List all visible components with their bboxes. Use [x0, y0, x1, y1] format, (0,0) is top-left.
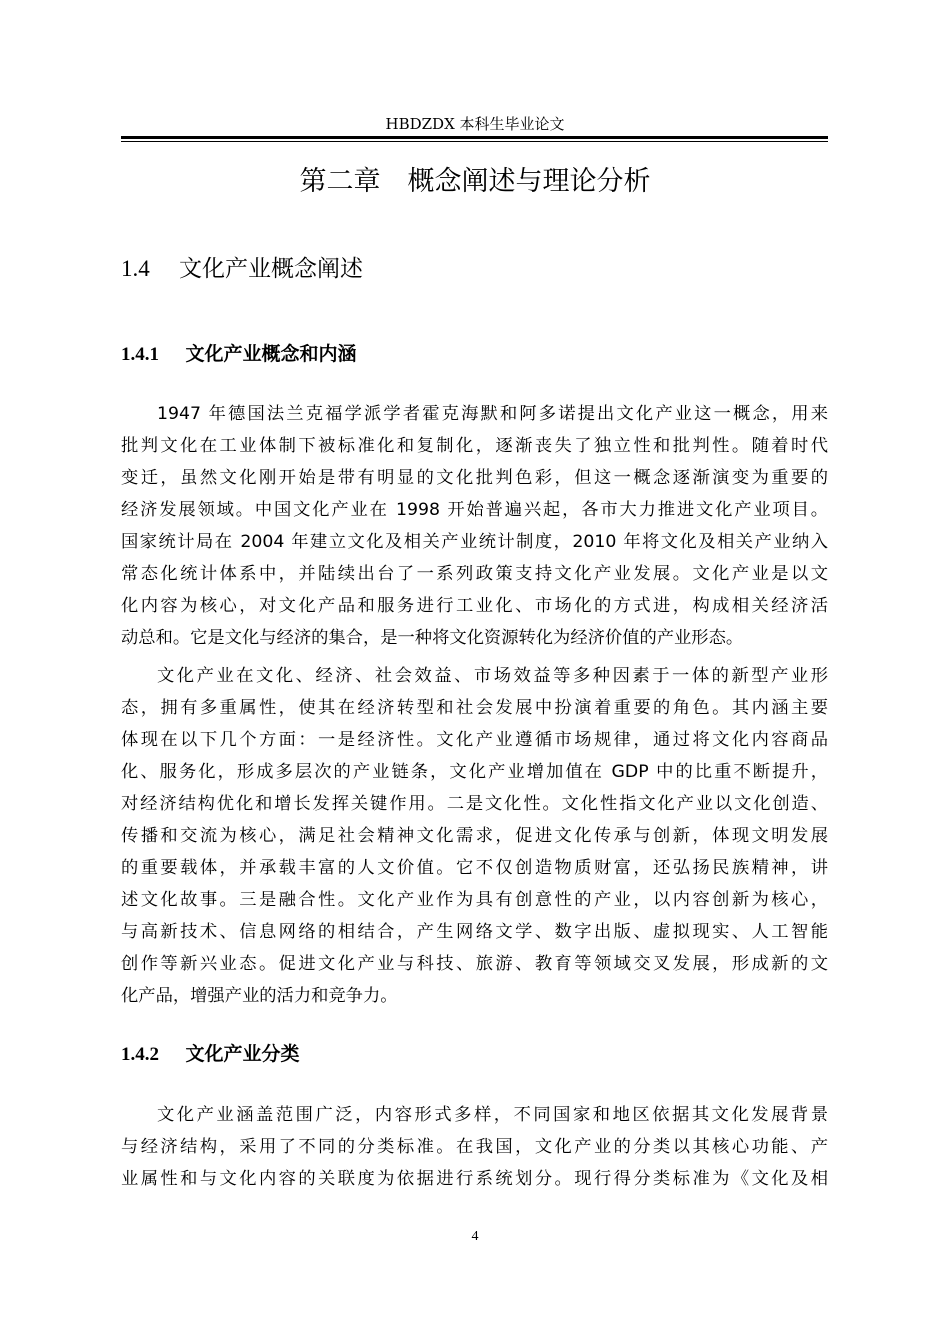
running-header: HBDZDX 本科生毕业论文	[385, 115, 565, 133]
page-number: 4	[471, 1229, 479, 1244]
header-rule-thick	[121, 136, 828, 139]
text-line: 对经济结构优化和增长发挥关键作用。二是文化性。文化性指文化产业以文化创造、	[121, 794, 828, 814]
text-line: 1947 年德国法兰克福学派学者霍克海默和阿多诺提出文化产业这一概念，用来	[157, 404, 828, 424]
text-line: 业属性和与文化内容的关联度为依据进行系统划分。现行得分类标准为《文化及相	[121, 1169, 828, 1189]
text-line: 化、服务化，形成多层次的产业链条，文化产业增加值在 GDP 中的比重不断提升，	[121, 762, 828, 782]
subsection-heading-1	[121, 341, 356, 368]
paragraph-1	[121, 398, 828, 654]
chapter-title: 第二章 概念阐述与理论分析	[299, 166, 651, 197]
text-line: 体现在以下几个方面：一是经济性。文化产业遵循市场规律，通过将文化内容商品	[121, 730, 828, 750]
subsection-title: 文化产业分类	[185, 1043, 300, 1065]
subsection-title: 文化产业概念和内涵	[185, 343, 357, 365]
text-line: 态，拥有多重属性，使其在经济转型和社会发展中扮演着重要的角色。其内涵主要	[121, 698, 828, 718]
subsection-number: 1.4.1	[121, 344, 159, 365]
text-line: 与经济结构，采用了不同的分类标准。在我国，文化产业的分类以其核心功能、产	[121, 1137, 828, 1157]
section-title: 文化产业概念阐述	[179, 256, 363, 282]
header-rule-thin	[121, 141, 828, 142]
subsection-heading-2	[121, 1041, 299, 1068]
paragraph-2	[121, 660, 828, 1012]
text-line: 述文化故事。三是融合性。文化产业作为具有创意性的产业，以内容创新为核心，	[121, 890, 828, 910]
text-line: 动总和。它是文化与经济的集合，是一种将文化资源转化为经济价值的产业形态。	[121, 628, 744, 648]
text-line: 传播和交流为核心，满足社会精神文化需求，促进文化传承与创新，体现文明发展	[121, 826, 828, 846]
text-line: 常态化统计体系中，并陆续出台了一系列政策支持文化产业发展。文化产业是以文	[121, 564, 828, 584]
text-line: 批判文化在工业体制下被标准化和复制化，逐渐丧失了独立性和批判性。随着时代	[121, 436, 828, 456]
text-line: 文化产业在文化、经济、社会效益、市场效益等多种因素于一体的新型产业形	[157, 666, 828, 686]
text-line: 变迁，虽然文化刚开始是带有明显的文化批判色彩，但这一概念逐渐演变为重要的	[121, 468, 828, 488]
text-line: 经济发展领域。中国文化产业在 1998 开始普遍兴起，各市大力推进文化产业项目。	[121, 500, 828, 520]
text-line: 文化产业涵盖范围广泛，内容形式多样，不同国家和地区依据其文化发展背景	[157, 1105, 828, 1125]
subsection-number: 1.4.2	[121, 1044, 159, 1065]
section-number: 1.4	[121, 256, 150, 281]
text-line: 国家统计局在 2004 年建立文化及相关产业统计制度，2010 年将文化及相关产业纳入	[121, 532, 828, 552]
text-line: 化内容为核心，对文化产品和服务进行工业化、市场化的方式进，构成相关经济活	[121, 596, 828, 616]
text-line: 化产品，增强产业的活力和竞争力。	[121, 986, 398, 1006]
paragraph-3	[121, 1099, 828, 1195]
section-heading	[121, 254, 363, 284]
text-line: 的重要载体，并承载丰富的人文价值。它不仅创造物质财富，还弘扬民族精神，讲	[121, 858, 828, 878]
text-line: 创作等新兴业态。促进文化产业与科技、旅游、教育等领域交叉发展，形成新的文	[121, 954, 828, 974]
text-line: 与高新技术、信息网络的相结合，产生网络文学、数字出版、虚拟现实、人工智能	[121, 922, 828, 942]
